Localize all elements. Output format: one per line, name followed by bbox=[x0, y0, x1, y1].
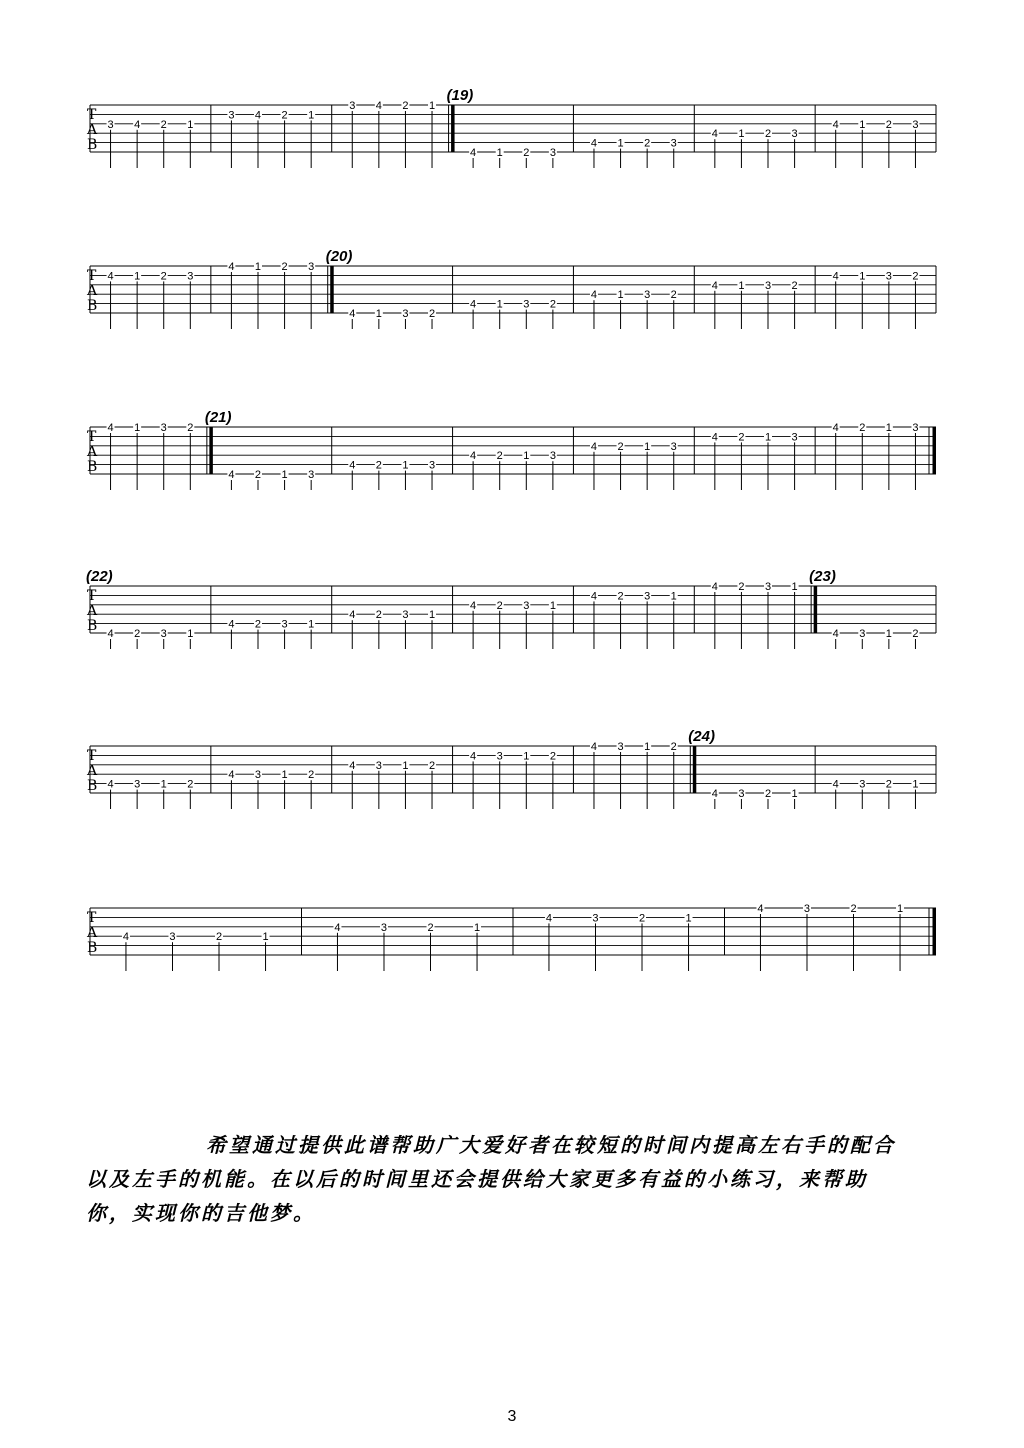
measure-number: (22) bbox=[86, 568, 113, 585]
fret-number: 2 bbox=[764, 788, 772, 800]
fret-number: 1 bbox=[402, 759, 409, 772]
fret-number: 1 bbox=[187, 118, 194, 131]
final-barline bbox=[933, 427, 937, 474]
fret-number: 3 bbox=[402, 609, 409, 622]
fret-number: 2 bbox=[617, 440, 624, 453]
fret-number: 1 bbox=[912, 778, 919, 791]
fret-number: 4 bbox=[375, 100, 382, 112]
fret-number: 2 bbox=[308, 769, 315, 782]
tab-clef-letter: A bbox=[87, 283, 98, 299]
fret-number: 3 bbox=[912, 422, 919, 434]
fret-number: 1 bbox=[496, 298, 503, 311]
fret-number: 4 bbox=[590, 590, 598, 603]
fret-number: 1 bbox=[617, 289, 624, 302]
fret-number: 3 bbox=[380, 921, 388, 934]
fret-number: 3 bbox=[107, 118, 114, 131]
fret-number: 3 bbox=[764, 581, 772, 593]
fret-number: 4 bbox=[590, 741, 598, 753]
fret-number: 2 bbox=[281, 109, 288, 122]
fret-number: 2 bbox=[496, 450, 503, 463]
fret-number: 2 bbox=[428, 759, 436, 772]
fret-number: 3 bbox=[308, 261, 315, 273]
fret-number: 4 bbox=[470, 750, 477, 763]
fret-number: 4 bbox=[349, 759, 356, 772]
fret-number: 4 bbox=[590, 289, 598, 302]
fret-number: 3 bbox=[912, 118, 919, 131]
fret-number: 1 bbox=[187, 628, 194, 640]
paragraph-line-3: 你，实现你的吉他梦。 bbox=[86, 1201, 316, 1225]
fret-number: 4 bbox=[349, 308, 356, 320]
fret-number: 4 bbox=[107, 270, 114, 283]
fret-number: 2 bbox=[402, 100, 409, 112]
fret-number: 4 bbox=[228, 469, 235, 481]
fret-number: 3 bbox=[160, 628, 167, 640]
measure-number: (21) bbox=[204, 409, 232, 426]
fret-number: 1 bbox=[402, 459, 409, 472]
fret-number: 2 bbox=[187, 422, 194, 434]
fret-number: 4 bbox=[334, 921, 341, 934]
fret-number: 4 bbox=[711, 431, 718, 444]
fret-number: 2 bbox=[738, 431, 745, 444]
fret-number: 3 bbox=[592, 912, 599, 925]
fret-number: 4 bbox=[832, 628, 839, 640]
fret-number: 2 bbox=[187, 778, 194, 791]
fret-number: 1 bbox=[670, 590, 677, 603]
fret-number: 4 bbox=[122, 931, 130, 944]
fret-number: 1 bbox=[738, 128, 745, 141]
fret-number: 3 bbox=[644, 289, 651, 302]
fret-number: 3 bbox=[549, 450, 556, 463]
measure-number: (20) bbox=[325, 248, 353, 265]
fret-number: 1 bbox=[885, 628, 892, 640]
fret-number: 2 bbox=[885, 778, 892, 791]
fret-number: 1 bbox=[764, 431, 772, 444]
fret-number: 3 bbox=[308, 469, 315, 481]
fret-number: 3 bbox=[791, 431, 798, 444]
fret-number: 2 bbox=[254, 469, 262, 481]
fret-number: 2 bbox=[912, 270, 919, 283]
fret-number: 2 bbox=[638, 912, 646, 925]
measure-number: (24) bbox=[688, 728, 715, 745]
thick-barline bbox=[693, 746, 697, 793]
fret-number: 4 bbox=[832, 270, 839, 283]
fret-number: 3 bbox=[859, 628, 866, 640]
fret-number: 4 bbox=[228, 769, 235, 782]
fret-number: 4 bbox=[832, 778, 839, 791]
fret-number: 3 bbox=[187, 270, 194, 283]
tab-clef-letter: T bbox=[87, 429, 97, 445]
fret-number: 1 bbox=[685, 912, 692, 925]
fret-number: 2 bbox=[912, 628, 919, 640]
fret-number: 3 bbox=[523, 298, 530, 311]
fret-number: 3 bbox=[281, 618, 288, 631]
fret-number: 2 bbox=[885, 118, 892, 131]
fret-number: 3 bbox=[644, 590, 651, 603]
fret-number: 3 bbox=[496, 750, 503, 763]
fret-number: 3 bbox=[803, 903, 811, 915]
fret-number: 1 bbox=[644, 440, 651, 453]
fret-number: 1 bbox=[523, 450, 530, 463]
thick-barline bbox=[209, 427, 213, 474]
tab-clef-letter: A bbox=[87, 444, 98, 460]
fret-number: 1 bbox=[160, 778, 167, 791]
fret-number: 3 bbox=[670, 137, 677, 150]
fret-number: 1 bbox=[308, 618, 315, 631]
fret-number: 1 bbox=[281, 769, 288, 782]
fret-number: 4 bbox=[711, 788, 718, 800]
fret-number: 4 bbox=[711, 581, 718, 593]
fret-number: 2 bbox=[375, 609, 382, 622]
fret-number: 3 bbox=[670, 440, 677, 453]
fret-number: 1 bbox=[254, 261, 262, 273]
fret-number: 2 bbox=[764, 128, 772, 141]
fret-number: 1 bbox=[549, 599, 556, 612]
fret-number: 2 bbox=[281, 261, 288, 273]
fret-number: 1 bbox=[428, 100, 436, 112]
fret-number: 4 bbox=[349, 459, 356, 472]
fret-number: 4 bbox=[470, 450, 477, 463]
fret-number: 2 bbox=[215, 931, 223, 944]
fret-number: 4 bbox=[254, 109, 262, 122]
fret-number: 3 bbox=[428, 459, 436, 472]
fret-number: 2 bbox=[160, 270, 167, 283]
fret-number: 4 bbox=[711, 128, 718, 141]
fret-number: 3 bbox=[160, 422, 167, 434]
fret-number: 1 bbox=[885, 422, 892, 434]
fret-number: 3 bbox=[764, 279, 772, 292]
fret-number: 3 bbox=[859, 778, 866, 791]
fret-number: 4 bbox=[470, 599, 477, 612]
tab-clef-letter: T bbox=[87, 107, 97, 123]
fret-number: 4 bbox=[590, 440, 598, 453]
fret-number: 3 bbox=[402, 308, 409, 320]
fret-number: 2 bbox=[427, 921, 434, 934]
fret-number: 4 bbox=[832, 118, 839, 131]
fret-number: 4 bbox=[832, 422, 839, 434]
fret-number: 2 bbox=[428, 308, 436, 320]
fret-number: 4 bbox=[228, 261, 235, 273]
fret-number: 1 bbox=[262, 931, 269, 944]
fret-number: 4 bbox=[107, 422, 114, 434]
fret-number: 2 bbox=[617, 590, 624, 603]
fret-number: 1 bbox=[896, 903, 904, 915]
measure-number: (19) bbox=[446, 87, 474, 104]
fret-number: 3 bbox=[549, 147, 556, 159]
final-barline bbox=[933, 908, 937, 955]
fret-number: 3 bbox=[523, 599, 530, 612]
fret-number: 1 bbox=[375, 308, 382, 320]
fret-number: 3 bbox=[791, 128, 798, 141]
fret-number: 4 bbox=[134, 118, 141, 131]
fret-number: 4 bbox=[107, 778, 114, 791]
paragraph-line-2: 以及左手的机能。在以后的时间里还会提供给大家更多有益的小练习，来帮助 bbox=[86, 1167, 868, 1191]
fret-number: 1 bbox=[859, 118, 866, 131]
fret-number: 1 bbox=[738, 279, 745, 292]
tab-clef-letter: B bbox=[87, 459, 98, 475]
fret-number: 1 bbox=[496, 147, 503, 159]
fret-number: 1 bbox=[644, 741, 651, 753]
fret-number: 1 bbox=[281, 469, 288, 481]
fret-number: 4 bbox=[757, 903, 764, 915]
fret-number: 4 bbox=[349, 609, 356, 622]
tab-clef-letter: B bbox=[87, 618, 98, 634]
tab-clef-letter: B bbox=[87, 298, 98, 314]
tab-clef-letter: B bbox=[87, 940, 98, 956]
fret-number: 2 bbox=[549, 750, 556, 763]
fret-number: 2 bbox=[375, 459, 382, 472]
paragraph-line-1: 希望通过提供此谱帮助广大爱好者在较短的时间内提高左右手的配合 bbox=[206, 1133, 896, 1157]
fret-number: 2 bbox=[859, 422, 866, 434]
fret-number: 2 bbox=[644, 137, 651, 150]
fret-number: 1 bbox=[617, 137, 624, 150]
closing-paragraph bbox=[86, 1128, 966, 1230]
fret-number: 4 bbox=[470, 298, 477, 311]
fret-number: 2 bbox=[850, 903, 857, 915]
fret-number: 1 bbox=[428, 609, 436, 622]
fret-number: 3 bbox=[885, 270, 892, 283]
thick-barline bbox=[330, 266, 334, 313]
tab-clef-letter: A bbox=[87, 603, 98, 619]
fret-number: 2 bbox=[738, 581, 745, 593]
tab-clef-letter: T bbox=[87, 588, 97, 604]
fret-number: 2 bbox=[791, 279, 798, 292]
fret-number: 1 bbox=[134, 270, 141, 283]
fret-number: 2 bbox=[496, 599, 503, 612]
fret-number: 3 bbox=[738, 788, 745, 800]
fret-number: 3 bbox=[349, 100, 356, 112]
tab-clef-letter: A bbox=[87, 763, 98, 779]
fret-number: 1 bbox=[308, 109, 315, 122]
fret-number: 2 bbox=[549, 298, 556, 311]
fret-number: 3 bbox=[134, 778, 141, 791]
fret-number: 4 bbox=[545, 912, 553, 925]
fret-number: 2 bbox=[254, 618, 262, 631]
fret-number: 4 bbox=[590, 137, 598, 150]
tab-clef-letter: B bbox=[87, 137, 98, 153]
fret-number: 4 bbox=[470, 147, 477, 159]
fret-number: 2 bbox=[670, 741, 677, 753]
fret-number: 2 bbox=[670, 289, 677, 302]
tab-clef-letter: T bbox=[87, 910, 97, 926]
fret-number: 1 bbox=[473, 921, 481, 934]
fret-number: 2 bbox=[160, 118, 167, 131]
tab-clef-letter: A bbox=[87, 925, 98, 941]
fret-number: 1 bbox=[791, 581, 798, 593]
fret-number: 1 bbox=[859, 270, 866, 283]
fret-number: 3 bbox=[169, 931, 176, 944]
fret-number: 3 bbox=[228, 109, 235, 122]
fret-number: 3 bbox=[254, 769, 262, 782]
thick-barline bbox=[814, 586, 818, 633]
fret-number: 3 bbox=[617, 741, 624, 753]
fret-number: 1 bbox=[134, 422, 141, 434]
fret-number: 4 bbox=[107, 628, 114, 640]
thick-barline bbox=[451, 105, 455, 152]
tab-clef-letter: A bbox=[87, 122, 98, 138]
fret-number: 4 bbox=[228, 618, 235, 631]
fret-number: 3 bbox=[375, 759, 382, 772]
measure-number: (23) bbox=[809, 568, 836, 585]
fret-number: 4 bbox=[711, 279, 718, 292]
tab-clef-letter: T bbox=[87, 268, 97, 284]
fret-number: 2 bbox=[523, 147, 530, 159]
page-number: 3 bbox=[507, 1408, 517, 1425]
tab-clef-letter: B bbox=[87, 778, 98, 794]
fret-number: 1 bbox=[523, 750, 530, 763]
fret-number: 2 bbox=[134, 628, 141, 640]
fret-number: 1 bbox=[791, 788, 798, 800]
tab-clef-letter: T bbox=[87, 748, 97, 764]
